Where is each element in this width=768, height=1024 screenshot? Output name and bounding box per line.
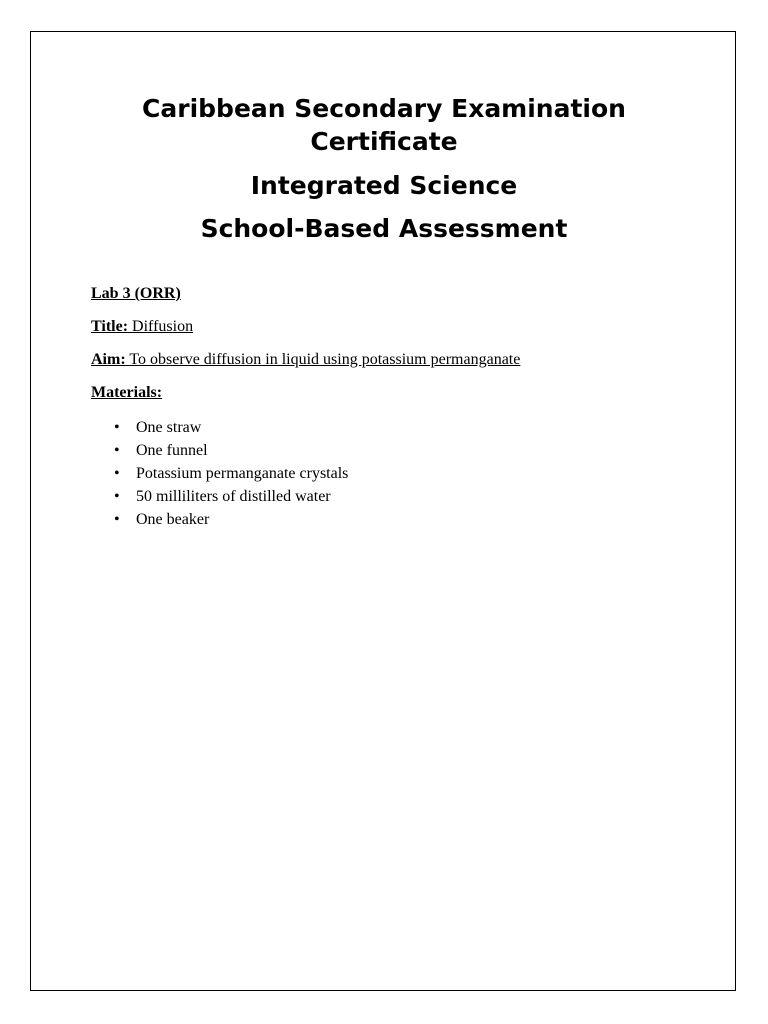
materials-heading: Materials: <box>91 384 163 401</box>
document-page <box>30 31 736 991</box>
list-item: • One funnel <box>91 439 691 462</box>
materials-list <box>91 416 691 531</box>
lab-heading: Lab 3 (ORR) <box>91 285 181 302</box>
list-item: • One beaker <box>91 508 691 531</box>
lab-title <box>91 317 691 337</box>
bullet-icon: • <box>114 488 120 505</box>
title-value: Diffusion <box>132 318 194 335</box>
bullet-icon: • <box>114 465 120 482</box>
aim-label: Aim: <box>91 351 126 368</box>
list-item: • One straw <box>91 416 691 439</box>
bullet-icon: • <box>114 419 120 436</box>
document-header <box>31 92 737 245</box>
lab-content <box>91 284 691 531</box>
assessment-title: School-Based Assessment <box>200 214 568 243</box>
list-item: • 50 milliliters of distilled water <box>91 485 691 508</box>
lab-aim <box>91 350 691 370</box>
bullet-icon: • <box>114 442 120 459</box>
list-item: • Potassium permanganate crystals <box>91 462 691 485</box>
aim-value: To observe diffusion in liquid using potassium permanganate <box>129 351 521 368</box>
title-label: Title: <box>91 318 129 335</box>
subject-title: Integrated Science <box>250 171 518 200</box>
bullet-icon: • <box>114 511 120 528</box>
exam-title: Caribbean Secondary Examination Certificate <box>142 94 626 156</box>
